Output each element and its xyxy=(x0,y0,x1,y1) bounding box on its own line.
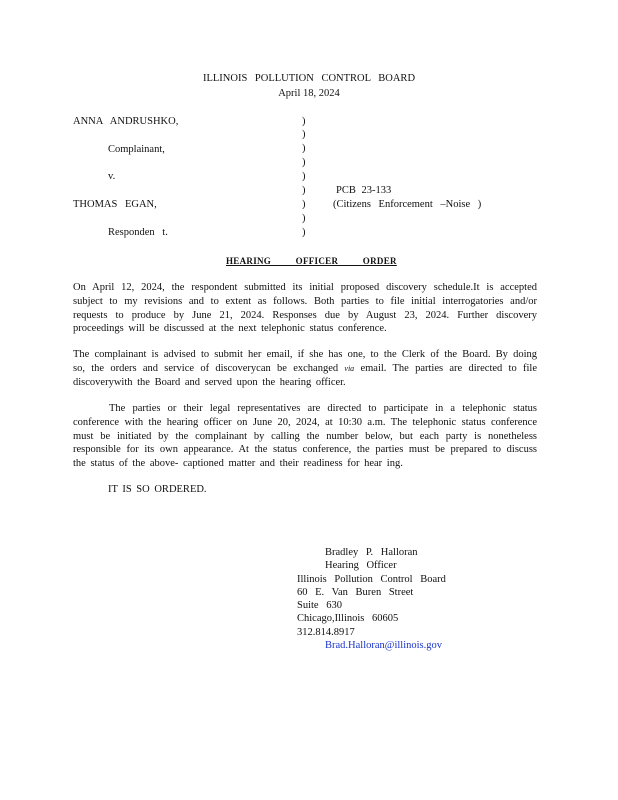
case-number: PCB 23-133 xyxy=(336,185,392,196)
board-name: ILLINOIS POLLUTION CONTROL BOARD xyxy=(202,73,416,84)
paragraph-email-service xyxy=(73,348,537,389)
paragraph-discovery-schedule: On April 12, 2024, the respondent submitted its initial proposed discovery schedule.It is accepted subject to my revisions and to extent as follows. Both parties to file initial interrogatories and/or requests to produce by June 21, 2024. Responses due by August 23, 2024. Further discovery proceedings will be discussed at the next telephonic status conference. xyxy=(73,282,537,335)
caption-paren: ) xyxy=(302,129,306,140)
signature-block xyxy=(297,546,446,652)
caption-paren: ) xyxy=(302,171,306,182)
via-italic: via xyxy=(344,363,355,373)
respondent-role: Responden t. xyxy=(108,227,168,238)
so-ordered: IT IS SO ORDERED. xyxy=(108,484,207,495)
officer-name: Bradley P. Halloran xyxy=(325,547,418,558)
board-org: Illinois Pollution Control Board xyxy=(297,573,446,585)
email-link[interactable]: Brad.Halloran@illinois.gov xyxy=(325,640,442,652)
phone-number: 312.814.8917 xyxy=(297,626,355,638)
paragraph-email-text-a: The complainant is advised to submit her email, if she has one, to the Clerk of the Board. By doing so, the orders and service of discoverycan be exchanged xyxy=(73,349,537,374)
street-address: 60 E. Van Buren Street xyxy=(297,586,414,598)
caption-paren: ) xyxy=(302,213,306,224)
city-address: Chicago,Illinois 60605 xyxy=(297,613,399,625)
versus-label: v. xyxy=(108,171,116,182)
order-date: April 18, 2024 xyxy=(278,88,340,99)
paragraph-status-conference: The parties or their legal representatives are directed to participate in a telephonic status conference with the hearing officer on June 20, 2024, at 10:30 a.m. The telephonic status conference must be initiated by the complainant by calling the number below, but each party is nonetheless responsible for its own appearance. At the status conference, the parties must be prepared to discuss the status of the above- captioned matter and their readiness for hear ing. xyxy=(73,403,537,470)
complainant-role: Complainant, xyxy=(108,144,165,155)
case-type: (Citizens Enforcement –Noise ) xyxy=(333,199,482,210)
paragraph-email-text-b: email. The parties are directed to file discoverywith the Board and served upon the hearing officer. xyxy=(73,362,537,388)
officer-title: Hearing Officer xyxy=(325,560,397,572)
caption-paren: ) xyxy=(302,199,306,210)
caption-paren: ) xyxy=(302,143,306,154)
caption-paren: ) xyxy=(302,116,306,127)
caption-paren: ) xyxy=(302,157,306,168)
respondent-name: THOMAS EGAN, xyxy=(73,199,157,210)
complainant-name: ANNA ANDRUSHKO, xyxy=(73,116,179,127)
suite-address: Suite 630 xyxy=(297,600,342,612)
order-title: HEARING OFFICER ORDER xyxy=(226,256,397,266)
caption-paren: ) xyxy=(302,185,306,196)
caption-paren: ) xyxy=(302,227,306,238)
